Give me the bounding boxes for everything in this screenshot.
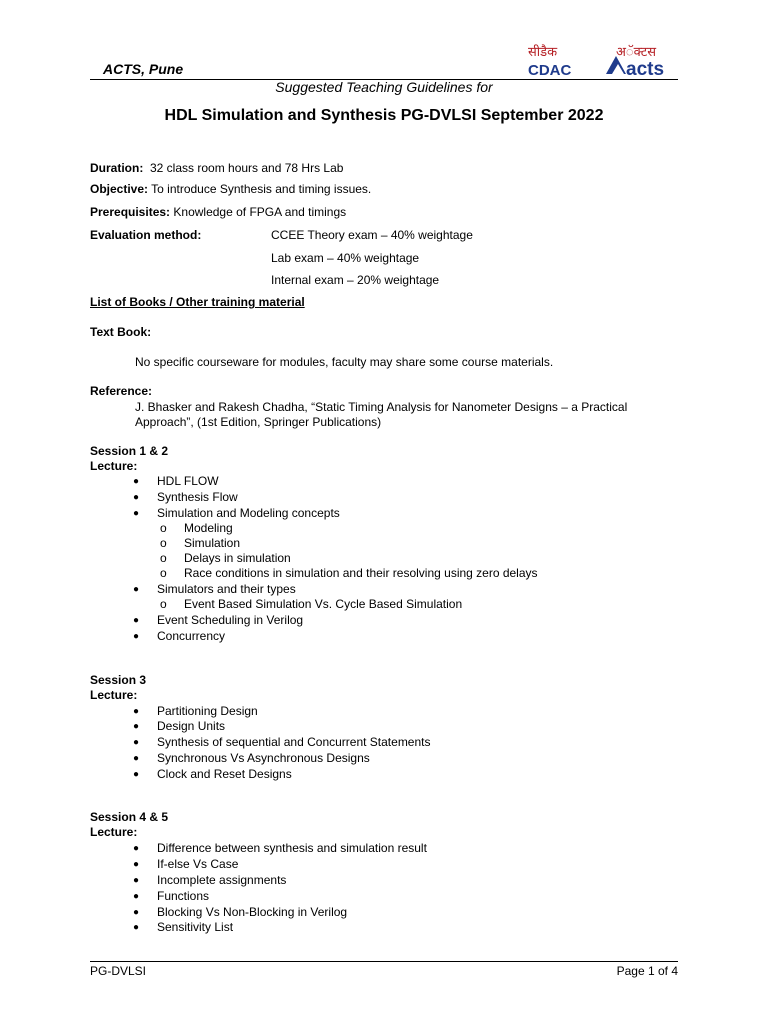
- header-org: ACTS, Pune: [103, 61, 184, 77]
- page-title: HDL Simulation and Synthesis PG-DVLSI September 2022: [164, 107, 604, 124]
- sub-list-item: Modeling: [184, 521, 233, 535]
- page-number: Page 1 of 4: [616, 964, 678, 978]
- evaluation-item: CCEE Theory exam – 40% weightage: [271, 228, 473, 242]
- list-item: Synchronous Vs Asynchronous Designs: [157, 751, 370, 765]
- books-heading: List of Books / Other training material: [90, 295, 305, 309]
- duration-row: [90, 161, 343, 176]
- footer-course: PG-DVLSI: [90, 964, 147, 978]
- lecture-label: Lecture:: [90, 688, 138, 702]
- reference-label: Reference:: [90, 384, 153, 398]
- bullet-icon: ●: [133, 631, 140, 642]
- sub-list-item: Delays in simulation: [184, 551, 291, 565]
- prerequisites-label: Prerequisites:: [90, 205, 171, 219]
- list-item: Partitioning Design: [157, 704, 258, 718]
- list-item: Event Scheduling in Verilog: [157, 613, 304, 627]
- circle-bullet-icon: o: [160, 521, 167, 535]
- bullet-icon: ●: [133, 584, 140, 595]
- list-item: Synthesis of sequential and Concurrent Statements: [157, 735, 431, 749]
- bullet-icon: ●: [133, 875, 140, 886]
- svg-text:सीडैक: सीडैक: [528, 45, 558, 60]
- bullet-icon: ●: [133, 508, 140, 519]
- textbook-text: No specific courseware for modules, faculty may share some course materials.: [135, 355, 554, 369]
- objective-value: To introduce Synthesis and timing issues.: [151, 182, 372, 196]
- circle-bullet-icon: o: [160, 566, 167, 580]
- bullet-icon: ●: [133, 721, 140, 732]
- prerequisites-row: [90, 205, 346, 220]
- bullet-icon: ●: [133, 922, 140, 933]
- list-item: Functions: [157, 889, 210, 903]
- sub-list-item: Event Based Simulation Vs. Cycle Based Simulation: [184, 597, 463, 611]
- footer-rule: [90, 961, 678, 962]
- evaluation-item: Lab exam – 40% weightage: [271, 251, 420, 265]
- bullet-icon: ●: [133, 769, 140, 780]
- lecture-label: Lecture:: [90, 825, 138, 839]
- duration-label: Duration:: [90, 161, 144, 175]
- list-item: If-else Vs Case: [157, 857, 239, 871]
- bullet-icon: ●: [133, 737, 140, 748]
- list-item: Concurrency: [157, 629, 226, 643]
- bullet-icon: ●: [133, 476, 140, 487]
- list-item: HDL FLOW: [157, 474, 219, 488]
- evaluation-item: Internal exam – 20% weightage: [271, 273, 440, 287]
- reference-line: J. Bhasker and Rakesh Chadha, “Static Timing Analysis for Nanometer Designs – a Practical: [135, 400, 628, 414]
- list-item: Design Units: [157, 719, 226, 733]
- list-item: Simulation and Modeling concepts: [157, 506, 340, 520]
- bullet-icon: ●: [133, 492, 140, 503]
- objective-row: [90, 182, 371, 197]
- list-item: Sensitivity List: [157, 920, 234, 934]
- list-item: Clock and Reset Designs: [157, 767, 292, 781]
- evaluation-label: Evaluation method:: [90, 228, 202, 242]
- list-item: Blocking Vs Non-Blocking in Verilog: [157, 905, 348, 919]
- list-item: Simulators and their types: [157, 582, 296, 596]
- sub-list-item: Race conditions in simulation and their resolving using zero delays: [184, 566, 538, 580]
- session-title: Session 3: [90, 673, 147, 687]
- bullet-icon: ●: [133, 706, 140, 717]
- svg-text:अॅक्टस: अॅक्टस: [616, 45, 657, 60]
- circle-bullet-icon: o: [160, 536, 167, 550]
- page-subtitle: Suggested Teaching Guidelines for: [275, 79, 493, 95]
- prerequisites-value: Knowledge of FPGA and timings: [173, 205, 347, 219]
- lecture-label: Lecture:: [90, 459, 138, 473]
- svg-text:acts: acts: [626, 59, 665, 78]
- objective-label: Objective:: [90, 182, 149, 196]
- bullet-icon: ●: [133, 859, 140, 870]
- bullet-icon: ●: [133, 615, 140, 626]
- svg-text:CDAC: CDAC: [528, 62, 572, 78]
- sub-list-item: Simulation: [184, 536, 241, 550]
- duration-value: 32 class room hours and 78 Hrs Lab: [150, 161, 344, 175]
- cdac-acts-logo: [526, 42, 676, 78]
- bullet-icon: ●: [133, 891, 140, 902]
- bullet-icon: ●: [133, 907, 140, 918]
- session-title: Session 1 & 2: [90, 444, 169, 458]
- reference-line: Approach”, (1st Edition, Springer Publications): [135, 415, 382, 429]
- session-title: Session 4 & 5: [90, 810, 169, 824]
- bullet-icon: ●: [133, 753, 140, 764]
- bullet-icon: ●: [133, 843, 140, 854]
- list-item: Difference between synthesis and simulation result: [157, 841, 427, 855]
- textbook-label: Text Book:: [90, 325, 152, 339]
- circle-bullet-icon: o: [160, 597, 167, 611]
- circle-bullet-icon: o: [160, 551, 167, 565]
- list-item: Incomplete assignments: [157, 873, 287, 887]
- list-item: Synthesis Flow: [157, 490, 238, 504]
